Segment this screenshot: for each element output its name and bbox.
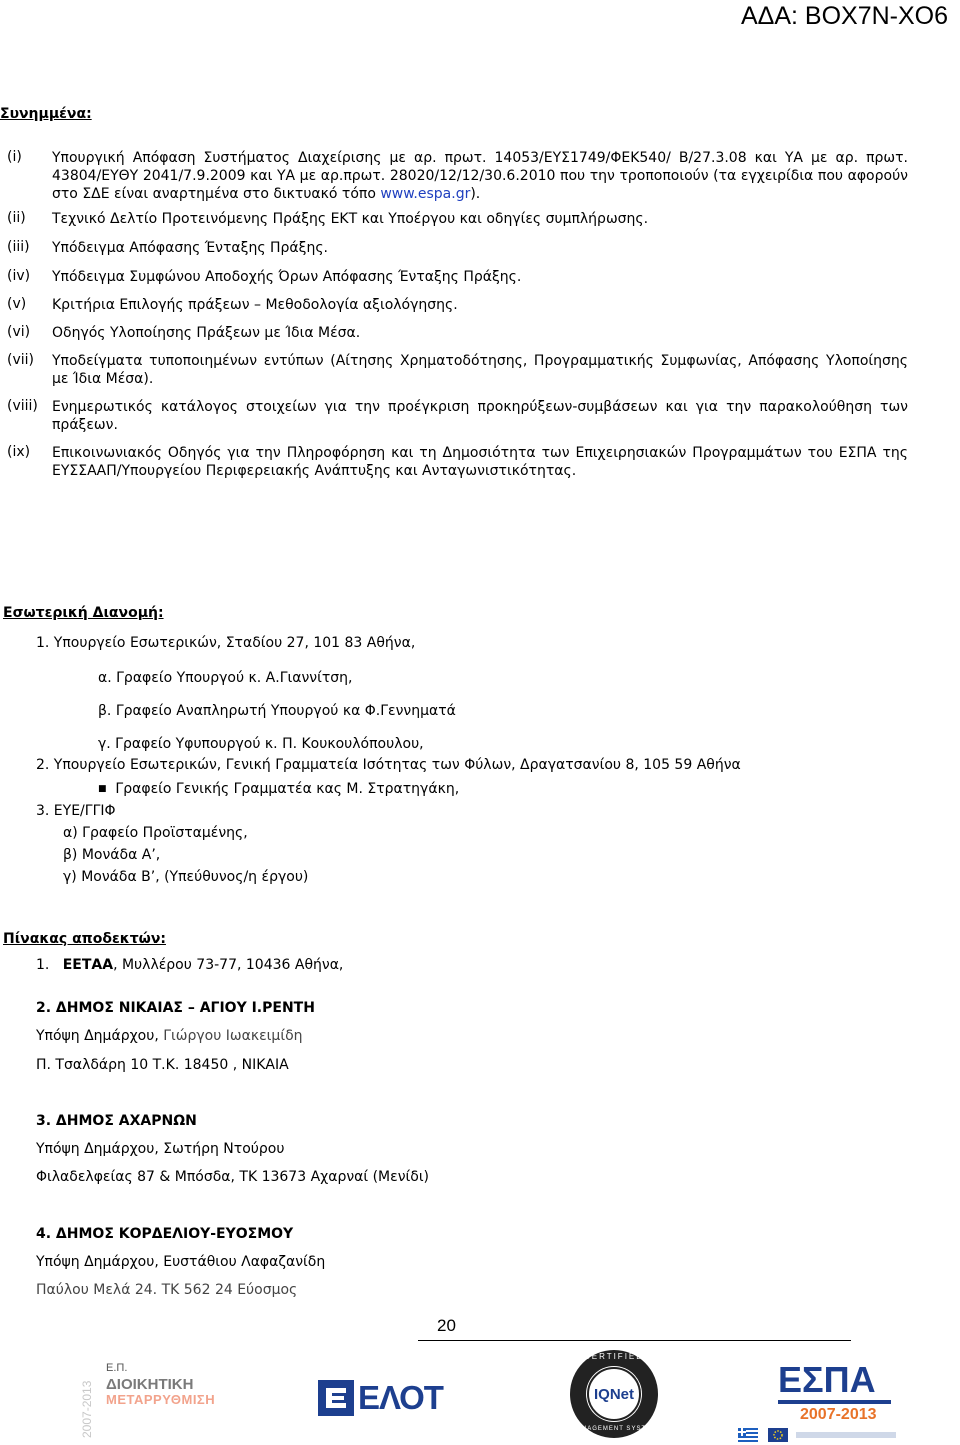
recipient-2-attention xyxy=(36,1027,303,1045)
ep-line1-text: ΔΙΟΙΚΗΤΙΚΗ xyxy=(106,1376,194,1393)
recipients-heading: Πίνακας αποδεκτών: xyxy=(3,931,166,947)
recipient-1 xyxy=(36,956,343,974)
ep-line2-text: ΜΕΤΑΡΡΥΘΜΙΣΗ xyxy=(106,1392,216,1407)
recipient-3-title: 3. ΔΗΜΟΣ ΑΧΑΡΝΩΝ xyxy=(36,1113,197,1129)
internal-item-3: 3. ΕΥΕ/ΓΓΙΦ xyxy=(36,803,116,819)
recipient-1-name: ΕΕΤΑΑ xyxy=(62,957,114,973)
recipient-2-mayor: Γιώργου Ιωακειμίδη xyxy=(163,1028,303,1044)
elot-text: ΕΛΟΤ xyxy=(358,1379,443,1416)
ep-years-text: 2007-2013 xyxy=(80,1380,94,1438)
internal-item-2: 2. Υπουργείο Εσωτερικών, Γενική Γραμματεία Ισότητας των Φύλων, Δραγατσανίου 8, 105 59 Αθήνα xyxy=(36,757,741,773)
item-text: Τεχνικό Δελτίο Προτεινόμενης Πράξης ΕΚΤ και Υποέργου και οδηγίες συμπλήρωσης. xyxy=(52,211,649,227)
espa-years-text: 2007-2013 xyxy=(800,1406,877,1423)
iqnet-certified-logo xyxy=(568,1348,660,1440)
attachments-heading: Συνημμένα: xyxy=(0,106,92,122)
recipient-3-address: Φιλαδελφείας 87 & Μπόσδα, ΤΚ 13673 Αχαρναί (Μενίδι) xyxy=(36,1169,430,1185)
internal-item-2a-text: Γραφείο Γενικής Γραμματέα κας Μ. Στρατηγάκη, xyxy=(115,781,460,797)
recipient-1-number: 1. xyxy=(36,957,50,973)
internal-item-1: 1. Υπουργείο Εσωτερικών, Σταδίου 27, 101 83 Αθήνα, xyxy=(36,635,416,651)
item-number: (iv) xyxy=(7,268,31,284)
item-text: Υπόδειγμα Συμφώνου Αποδοχής Όρων Απόφασης Ένταξης Πράξης. xyxy=(52,269,522,285)
ep-administrative-reform-logo xyxy=(72,1352,242,1442)
espa-text: ΕΣΠΑ xyxy=(778,1359,876,1400)
footer-divider xyxy=(418,1340,851,1341)
internal-item-2a xyxy=(98,780,459,798)
item-number: (v) xyxy=(7,296,27,312)
recipient-2-attention-label: Υπόψη Δημάρχου, xyxy=(36,1028,164,1044)
item-number: (iii) xyxy=(7,239,30,255)
espa-logo xyxy=(738,1360,898,1442)
item-text: Υποδείγματα τυποποιημένων εντύπων (Αίτησης Χρηματοδότησης, Προγραμματικής Συμφωνίας, Απόφασης Υλοποίησης με Ίδια Μέσα). xyxy=(52,353,908,387)
recipient-4-title: 4. ΔΗΜΟΣ ΚΟΡΔΕΛΙΟΥ-ΕΥΟΣΜΟΥ xyxy=(36,1226,294,1242)
item-text: Ενημερωτικός κατάλογος στοιχείων για την προέγκριση προκηρύξεων-συμβάσεων και για την παρακολούθηση των πράξεων. xyxy=(52,399,908,433)
internal-item-3c: γ) Μονάδα Β’, (Υπεύθυνος/η έργου) xyxy=(63,869,309,885)
recipient-4-address: Παύλου Μελά 24. ΤΚ 562 24 Εύοσμος xyxy=(36,1282,298,1298)
item-text: Οδηγός Υλοποίησης Πράξεων με Ίδια Μέσα. xyxy=(52,325,361,341)
item-number: (viii) xyxy=(7,398,38,414)
item-text: Επικοινωνιακός Οδηγός για την Πληροφόρηση και τη Δημοσιότητα των Επιχειρησιακών Προγραμμάτων του ΕΣΠΑ της ΕΥΣΣΑΑΠ/Υπουργείου Περιφερειακής Ανάπτυξης και Ανταγωνιστικότητας. xyxy=(52,445,908,479)
ep-years-vertical xyxy=(76,1352,94,1442)
item-number: (vi) xyxy=(7,324,31,340)
recipient-3-attention: Υπόψη Δημάρχου, Σωτήρη Ντούρου xyxy=(36,1141,285,1157)
page-number: 20 xyxy=(437,1316,456,1335)
item-number: (ix) xyxy=(7,444,31,460)
item-text: Υπόδειγμα Απόφασης Ένταξης Πράξης. xyxy=(52,240,328,256)
internal-item-1b: β. Γραφείο Αναπληρωτή Υπουργού κα Φ.Γεννηματά xyxy=(98,703,456,719)
internal-distribution-heading: Εσωτερική Διανομή: xyxy=(3,605,164,621)
bullet-icon: ■ xyxy=(98,784,107,794)
item-text xyxy=(52,149,908,203)
recipient-2-title: 2. ΔΗΜΟΣ ΝΙΚΑΙΑΣ – ΑΓΙΟΥ Ι.ΡΕΝΤΗ xyxy=(36,1000,315,1016)
item-text-end: ). xyxy=(470,186,481,202)
espa-link[interactable]: www.espa.gr xyxy=(380,186,471,202)
item-number: (vii) xyxy=(7,352,34,368)
internal-item-3b: β) Μονάδα Α’, xyxy=(63,847,161,863)
iqnet-text: IQNet xyxy=(593,1386,634,1403)
recipient-2-address: Π. Τσαλδάρη 10 Τ.Κ. 18450 , ΝΙΚΑΙΑ xyxy=(36,1057,289,1073)
internal-item-1a: α. Γραφείο Υπουργού κ. Α.Γιαννίτση, xyxy=(98,670,353,686)
internal-item-3a: α) Γραφείο Προϊσταμένης, xyxy=(63,825,248,841)
item-text: Κριτήρια Επιλογής πράξεων – Μεθοδολογία αξιολόγησης. xyxy=(52,297,458,313)
elot-logo xyxy=(318,1380,442,1416)
espa-underline xyxy=(778,1400,891,1404)
internal-item-1c: γ. Γραφείο Υφυπουργού κ. Π. Κουκουλόπουλου, xyxy=(98,736,424,752)
iqnet-certified-text: CERTIFIED xyxy=(583,1352,645,1361)
document-id-header: ΑΔΑ: ΒΟΧ7Ν-ΧΟ6 xyxy=(740,2,948,30)
item-text-body: Υπουργική Απόφαση Συστήματος Διαχείρισης με αρ. πρωτ. 14053/ΕΥΣ1749/ΦΕΚ540/ Β/27.3.08 και ΥΑ με αρ. πρωτ. 43804/ΕΥΘΥ 2041/7.9.2009 και ΥΑ με αρ.πρωτ. 28020/12/12/30.6.2010 που την τροποποιούν (τα εγχειρίδια που αφορούν στο ΣΔΕ είναι αναρτημένα στο δικτυακό τόπο xyxy=(52,150,908,202)
iqnet-mgmt-text: MANAGEMENT SYSTEM xyxy=(570,1426,658,1432)
recipient-1-address: , Μυλλέρου 73-77, 10436 Αθήνα, xyxy=(113,957,344,973)
ep-line2-shadow xyxy=(106,1405,110,1420)
flags-icon xyxy=(738,1428,898,1442)
recipient-4-attention: Υπόψη Δημάρχου, Ευστάθιου Λαφαζανίδη xyxy=(36,1254,326,1270)
ep-small-text: Ε.Π. xyxy=(106,1362,128,1374)
item-number: (i) xyxy=(7,149,22,165)
item-number: (ii) xyxy=(7,210,26,226)
